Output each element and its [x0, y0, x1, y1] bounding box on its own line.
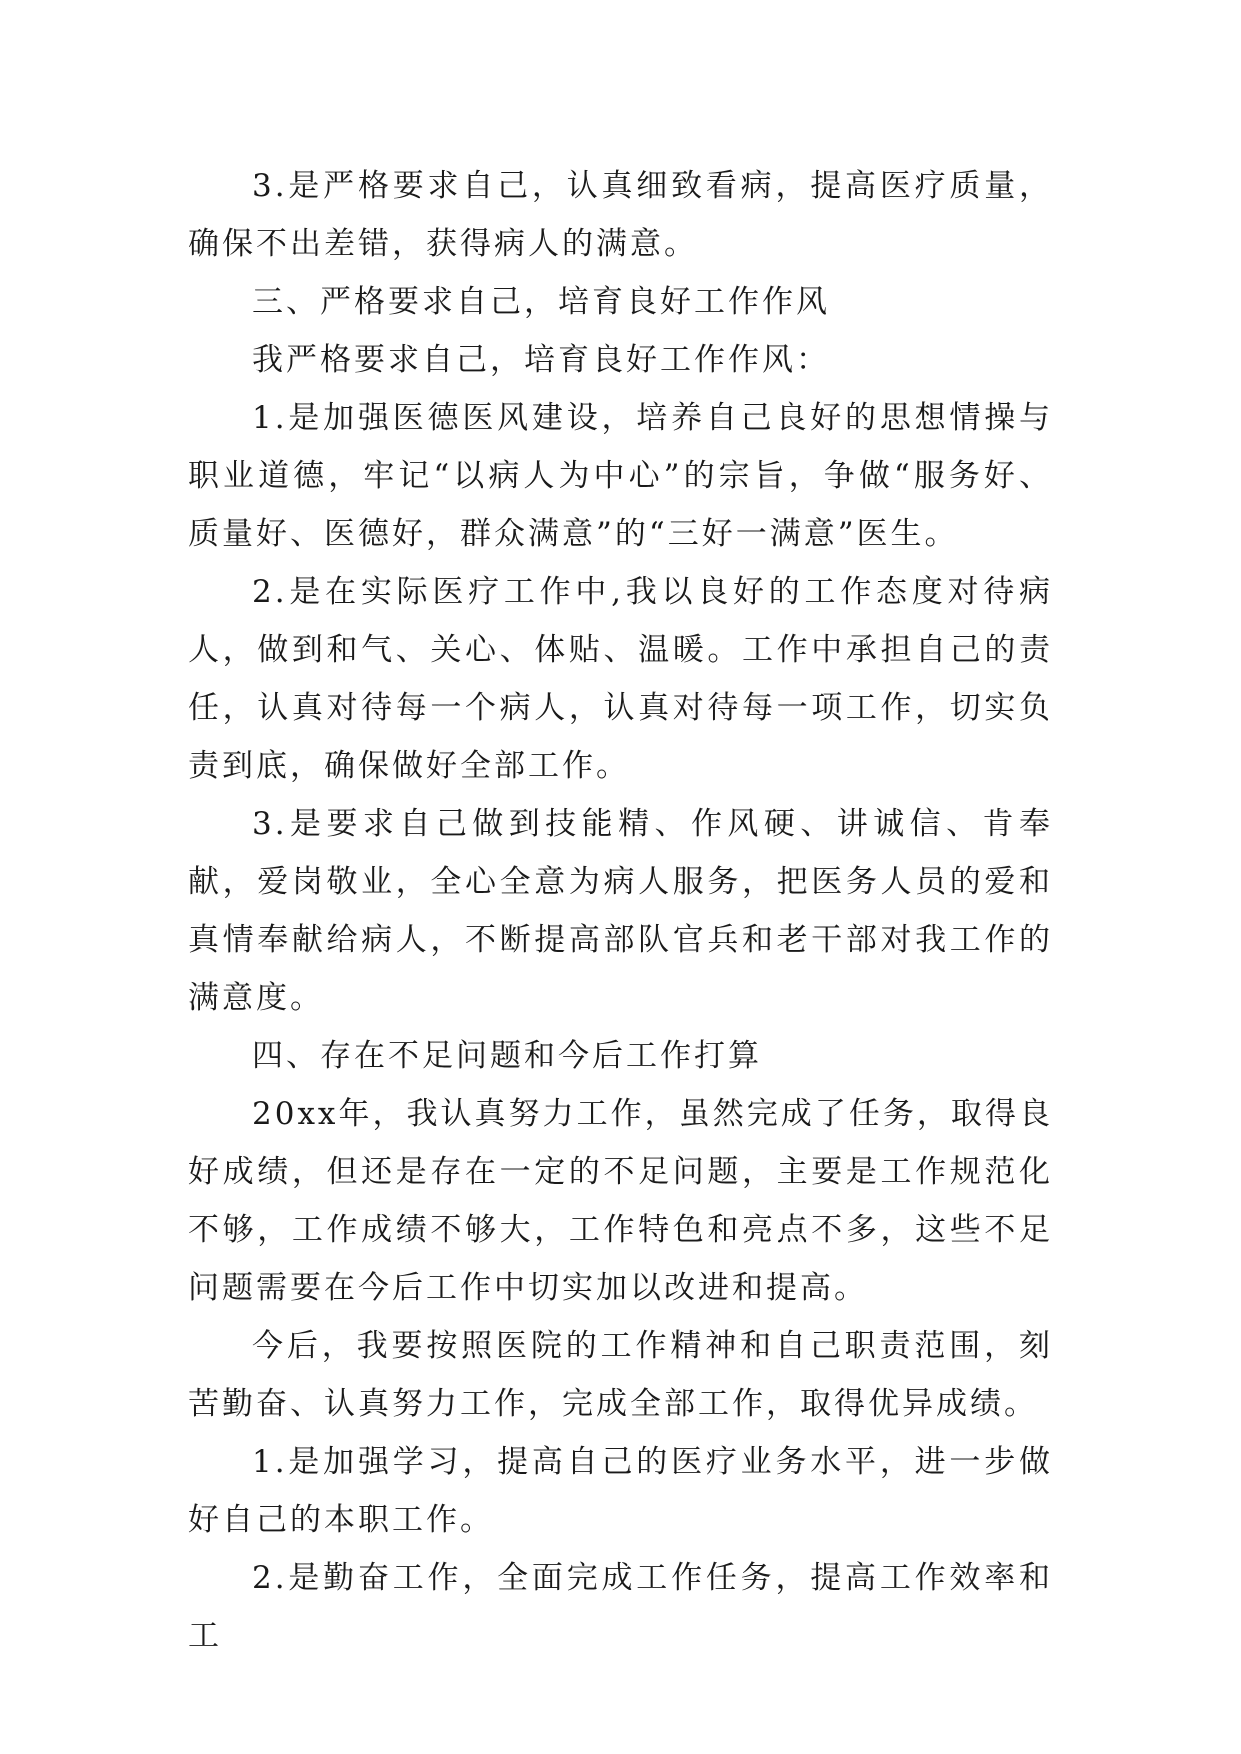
paragraph-item-2-attitude: 2.是在实际医疗工作中,我以良好的工作态度对待病人，做到和气、关心、体贴、温暖。工作中承担自己的责任，认真对待每一个病人，认真对待每一项工作，切实负责到底，确保做好全部工作。: [188, 574, 1053, 784]
paragraph-item-1-ethics: 1.是加强医德医风建设，培养自己良好的思想情操与职业道德，牢记“以病人为中心”的宗旨，争做“服务好、质量好、医德好，群众满意”的“三好一满意”医生。: [188, 400, 1053, 552]
section-heading-shortcomings: 四、存在不足问题和今后工作打算: [252, 1038, 762, 1074]
paragraph-shortcomings: 20xx年，我认真努力工作，虽然完成了任务，取得良好成绩，但还是存在一定的不足问题，主要是工作规范化不够，工作成绩不够大，工作特色和亮点不多，这些不足问题需要在今后工作中切实加以改进和提高。: [188, 1096, 1053, 1306]
paragraph-plan-item-2: 2.是勤奋工作，全面完成工作任务，提高工作效率和工: [188, 1560, 1053, 1654]
section-heading-work-style: 三、严格要求自己，培育良好工作作风: [252, 284, 830, 320]
paragraph-plan-item-1: 1.是加强学习，提高自己的医疗业务水平，进一步做好自己的本职工作。: [188, 1444, 1053, 1538]
document-body: [188, 157, 1053, 1665]
paragraph-future-plans: 今后，我要按照医院的工作精神和自己职责范围，刻苦勤奋、认真努力工作，完成全部工作，取得优异成绩。: [188, 1328, 1053, 1422]
paragraph-item-3-quality: 3.是严格要求自己，认真细致看病，提高医疗质量，确保不出差错，获得病人的满意。: [188, 168, 1053, 262]
paragraph-item-3-dedication: 3.是要求自己做到技能精、作风硬、讲诚信、肯奉献，爱岗敬业，全心全意为病人服务，把医务人员的爱和真情奉献给病人，不断提高部队官兵和老干部对我工作的满意度。: [188, 806, 1053, 1016]
paragraph-work-style-intro: 我严格要求自己，培育良好工作作风：: [252, 342, 830, 378]
